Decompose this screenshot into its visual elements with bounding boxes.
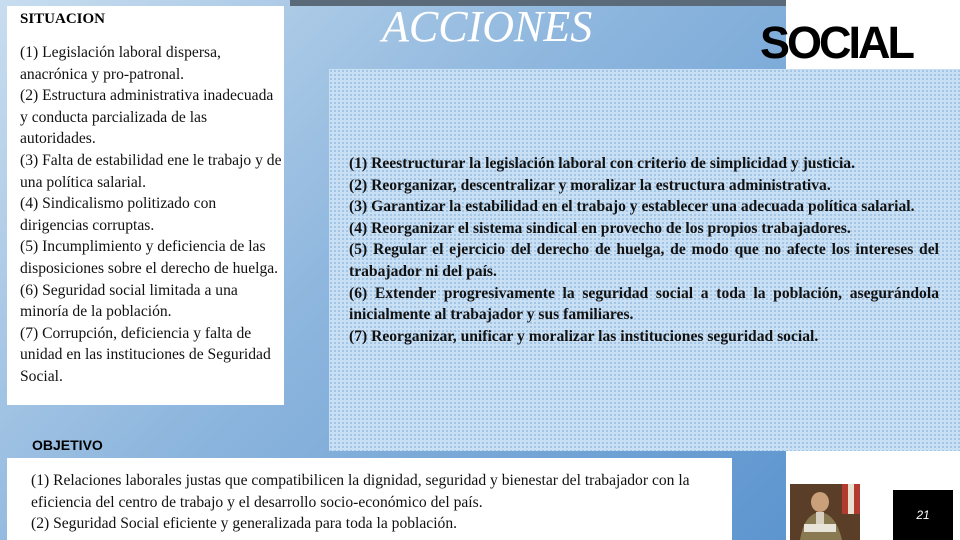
social-title: SOCIAL: [760, 17, 913, 68]
portrait-figure-icon: [790, 484, 860, 540]
acciones-list: [349, 153, 939, 347]
acciones-title: ACCIONES: [382, 2, 593, 51]
page-number: 21: [916, 508, 930, 522]
list-item: (5) Incumplimiento y deficiencia de las disposiciones sobre el derecho de huelga.: [20, 238, 279, 277]
list-item: (4) Reorganizar el sistema sindical en provecho de los propios trabajadores.: [349, 219, 851, 237]
situacion-list: [20, 42, 282, 388]
list-item: (4) Sindicalismo politizado con dirigencias corruptas.: [20, 195, 217, 234]
list-item: (3) Garantizar la estabilidad en el trabajo y establecer una adecuada política salarial.: [349, 198, 915, 216]
list-item: (1) Relaciones laborales justas que compatibilicen la dignidad, seguridad y bienestar del trabajador con la eficiencia del centro de trabajo y el desarrollo socio-económico del país.: [31, 472, 690, 511]
situacion-heading: SITUACION: [20, 11, 106, 27]
objetivo-heading: OBJETIVO: [32, 437, 103, 453]
list-item: (6) Extender progresivamente la seguridad social a toda la población, asegurándola inicialmente al trabajador y sus familiares.: [349, 284, 939, 324]
list-item: (3) Falta de estabilidad ene le trabajo y de una política salarial.: [20, 151, 282, 191]
list-item: (1) Legislación laboral dispersa, anacrónica y pro-patronal.: [20, 44, 221, 83]
portrait-photo: [790, 484, 860, 540]
page-number-badge: [893, 490, 953, 540]
objetivo-list: [31, 470, 711, 535]
list-item: (2) Estructura administrativa inadecuada y conducta parcializada de las autoridades.: [20, 87, 274, 148]
list-item: (5) Regular el ejercicio del derecho de huelga, de modo que no afecte los intereses del trabajador ni del país.: [349, 241, 939, 280]
list-item: (6) Seguridad social limitada a una minoría de la población.: [20, 281, 238, 321]
list-item: (1) Reestructurar la legislación laboral con criterio de simplicidad y justicia.: [349, 155, 856, 172]
list-item: (7) Reorganizar, unificar y moralizar las instituciones seguridad social.: [349, 327, 819, 345]
list-item: (2) Seguridad Social eficiente y generalizada para toda la población.: [31, 515, 458, 533]
list-item: (7) Corrupción, deficiencia y falta de unidad en las instituciones de Seguridad Social.: [20, 324, 271, 385]
list-item: (2) Reorganizar, descentralizar y moralizar la estructura administrativa.: [349, 176, 831, 194]
